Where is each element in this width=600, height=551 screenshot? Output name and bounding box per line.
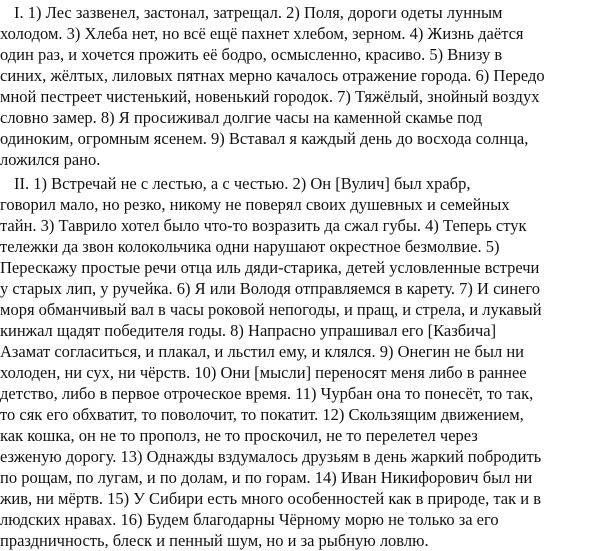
text-line: Перескажу простые речи отца иль дяди-старика, детей условленные встречи	[0, 258, 540, 277]
text-line: говорил мало, но резко, никому не поверял своих душевных и семейных	[0, 195, 510, 214]
text-line: у старых лип, у ручейка. 6) Я или Володя отправляемся в карету. 7) И синего	[0, 279, 541, 298]
text-line: Азамат согласиться, и плакал, и льстил ему, и клялся. 9) Онегин не был ни	[0, 342, 525, 361]
text-line: то сяк его обхватит, то поволочит, то покатит. 12) Скользящим движением,	[0, 405, 524, 424]
text-line: праздничность, блеск и пенный шум, но и за рыбную ловлю.	[0, 531, 429, 550]
text-line: одиноким, огромным ясенем. 9) Вставал я каждый день до восхода солнца,	[0, 129, 529, 148]
text-line: I. 1) Лес зазвенел, застонал, затрещал. 2) Поля, дороги одеты лунным	[14, 3, 503, 22]
text-line: холодом. 3) Хлеба нет, но всё ещё пахнет хлебом, зерном. 4) Жизнь даётся	[0, 24, 524, 43]
text-line: езженую дорогу. 13) Однажды вздумалось друзьям в день жаркий побродить	[0, 447, 542, 466]
text-line: людских нравах. 16) Будем благодарны Чёрному морю не только за его	[0, 510, 499, 529]
text-line: словно замер. 8) Я просиживал долгие часы на каменной скамье под	[0, 108, 483, 127]
text-line: тайн. 3) Таврило хотел было что-то возразить да сжал губы. 4) Теперь стук	[0, 216, 527, 235]
text-line: ложился рано.	[0, 150, 101, 169]
text-line: жив, ни мёртв. 15) У Сибири есть много особенностей как в природе, так и в	[0, 489, 542, 508]
text-line: кинжал щадят победителя годы. 8) Напрасно упрашивал его [Казбича]	[0, 321, 497, 340]
text-line: тележки да звон колокольчика одни нарушают окрестное безмолвие. 5)	[0, 237, 500, 256]
text-line: детство, либо в первое отроческое время. 11) Чурбан она то понесёт, то так,	[0, 384, 534, 403]
text-line: мной пестреет чистенький, новенький городок. 7) Тяжёлый, знойный воздух	[0, 87, 540, 106]
text-line: холоден, ни сух, ни чёрств. 10) Они [мысли] переносят меня либо в раннее	[0, 363, 527, 382]
text-line: как кошка, он не то прополз, не то проскочил, не то перелетел через	[0, 426, 478, 445]
text-line: по рощам, по лугам, и по долам, и по горам. 14) Иван Никифорович был ни	[0, 468, 533, 487]
text-line: моря обманчивый вал в часы роковой непогоды, и пращ, и стрела, и лукавый	[0, 300, 542, 319]
text-line: один раз, и хочется прожить её бодро, осмысленно, красиво. 5) Внизу в	[0, 45, 503, 64]
text-line: синих, жёлтых, лиловых пятнах мерно качалось отражение города. 6) Передо	[0, 66, 545, 85]
text-line: II. 1) Встречай не с лестью, а с честью. 2) Он [Вулич] был храбр,	[14, 174, 471, 193]
